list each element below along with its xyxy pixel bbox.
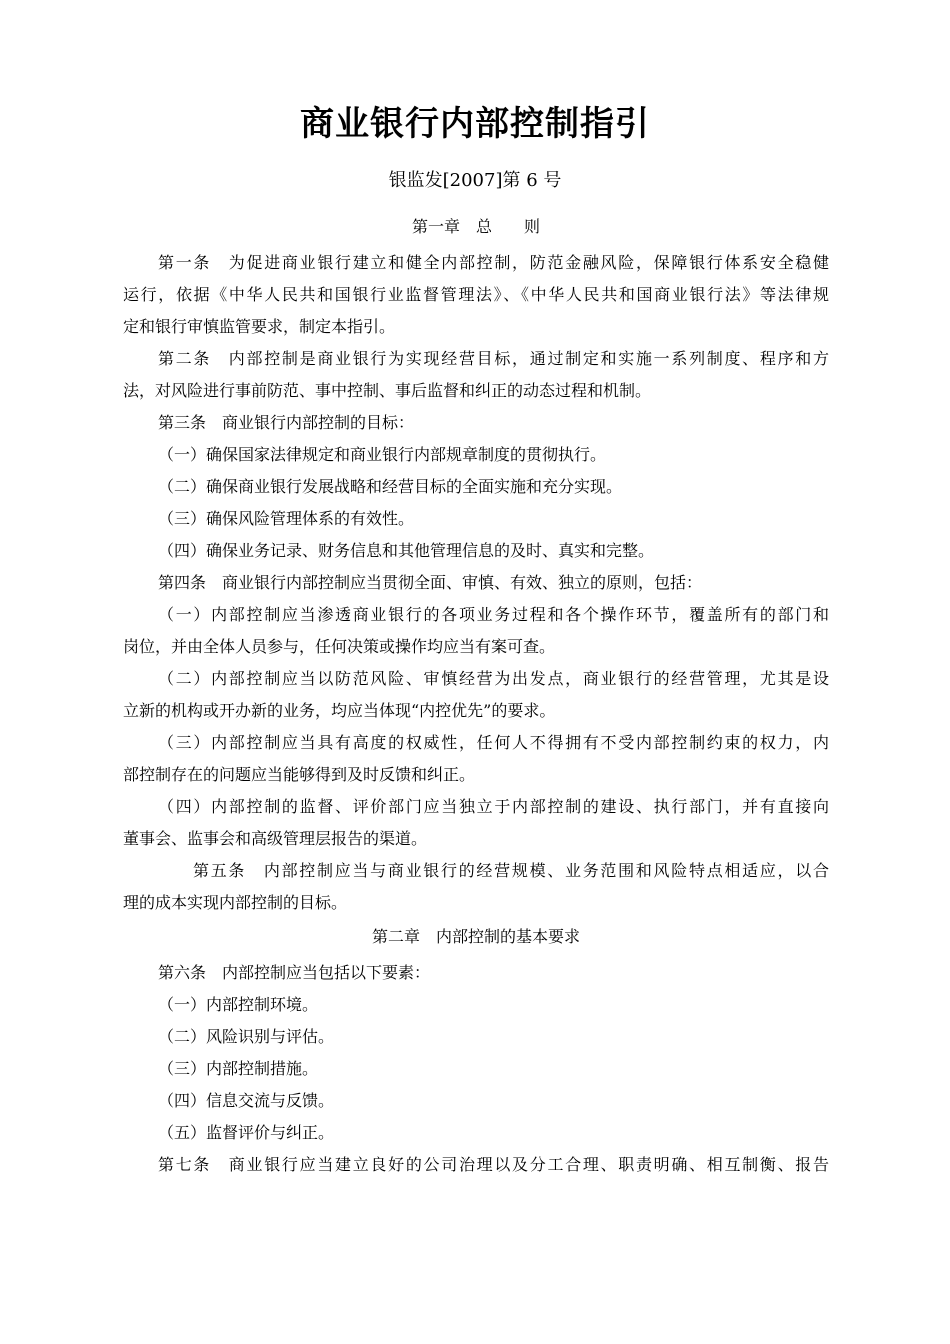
item-line: （五）监督评价与纠正。 [158, 1123, 335, 1142]
article-line: 定和银行审慎监管要求，制定本指引。 [123, 317, 396, 336]
list-item [123, 1085, 829, 1117]
item-line: 部控制存在的问题应当能够得到及时反馈和纠正。 [123, 765, 476, 784]
item-line: （一）内部控制应当渗透商业银行的各项业务过程和各个操作环节，覆盖所有的部门和 [158, 605, 829, 624]
item-line: （二）风险识别与评估。 [158, 1027, 335, 1046]
article-1 [123, 247, 829, 343]
list-item [123, 1053, 829, 1085]
article-4 [123, 567, 829, 599]
chapter-heading: 第二章 内部控制的基本要求 [371, 927, 580, 946]
list-item [123, 989, 829, 1021]
item-line: （四）信息交流与反馈。 [158, 1091, 335, 1110]
article-line: 第二条 内部控制是商业银行为实现经营目标，通过制定和实施一系列制度、程序和方 [158, 349, 829, 368]
article-5 [123, 855, 829, 919]
list-item [123, 791, 829, 855]
item-line: 岗位，并由全体人员参与，任何决策或操作均应当有案可查。 [123, 637, 556, 656]
article-line: 第五条 内部控制应当与商业银行的经营规模、业务范围和风险特点相适应，以合 [193, 861, 829, 880]
article-line: 第七条 商业银行应当建立良好的公司治理以及分工合理、职责明确、相互制衡、报告 [158, 1155, 829, 1174]
list-item [123, 599, 829, 663]
chapter-heading: 第一章 总 则 [411, 217, 540, 236]
item-line: （三）内部控制措施。 [158, 1059, 319, 1078]
article-line: 第一条 为促进商业银行建立和健全内部控制，防范金融风险，保障银行体系安全稳健 [158, 253, 829, 272]
item-line: （四）内部控制的监督、评价部门应当独立于内部控制的建设、执行部门，并有直接向 [158, 797, 829, 816]
item-line: 立新的机构或开办新的业务，均应当体现“内控优先”的要求。 [123, 701, 556, 720]
article-line: 第四条 商业银行内部控制应当贯彻全面、审慎、有效、独立的原则，包括： [158, 573, 703, 592]
article-3 [123, 407, 829, 439]
list-item [123, 1117, 829, 1149]
item-line: （三）确保风险管理体系的有效性。 [158, 509, 415, 528]
article-line: 第六条 内部控制应当包括以下要素： [158, 963, 431, 982]
article-line: 法，对风险进行事前防范、事中控制、事后监督和纠正的动态过程和机制。 [123, 381, 652, 400]
document-number: 银监发[2007]第 6 号 [388, 170, 562, 191]
article-line: 运行，依据《中华人民共和国银行业监督管理法》、《中华人民共和国商业银行法》等法律规 [123, 285, 829, 304]
document-body [123, 211, 829, 1181]
list-item [123, 503, 829, 535]
item-line: （一）内部控制环境。 [158, 995, 319, 1014]
list-item [123, 1021, 829, 1053]
item-line: （一）确保国家法律规定和商业银行内部规章制度的贯彻执行。 [158, 445, 607, 464]
document-title: 商业银行内部控制指引 [300, 104, 650, 144]
article-line: 理的成本实现内部控制的目标。 [123, 893, 348, 912]
item-line: （二）确保商业银行发展战略和经营目标的全面实施和充分实现。 [158, 477, 623, 496]
list-item [123, 471, 829, 503]
item-line: 董事会、监事会和高级管理层报告的渠道。 [123, 829, 428, 848]
list-item [123, 439, 829, 471]
item-line: （四）确保业务记录、财务信息和其他管理信息的及时、真实和完整。 [158, 541, 655, 560]
article-line: 第三条 商业银行内部控制的目标： [158, 413, 415, 432]
list-item [123, 663, 829, 727]
list-item [123, 535, 829, 567]
article-2 [123, 343, 829, 407]
list-item [123, 727, 829, 791]
article-7 [123, 1149, 829, 1181]
item-line: （二）内部控制应当以防范风险、审慎经营为出发点，商业银行的经营管理，尤其是设 [158, 669, 829, 688]
item-line: （三）内部控制应当具有高度的权威性，任何人不得拥有不受内部控制约束的权力，内 [158, 733, 829, 752]
article-6 [123, 957, 829, 989]
